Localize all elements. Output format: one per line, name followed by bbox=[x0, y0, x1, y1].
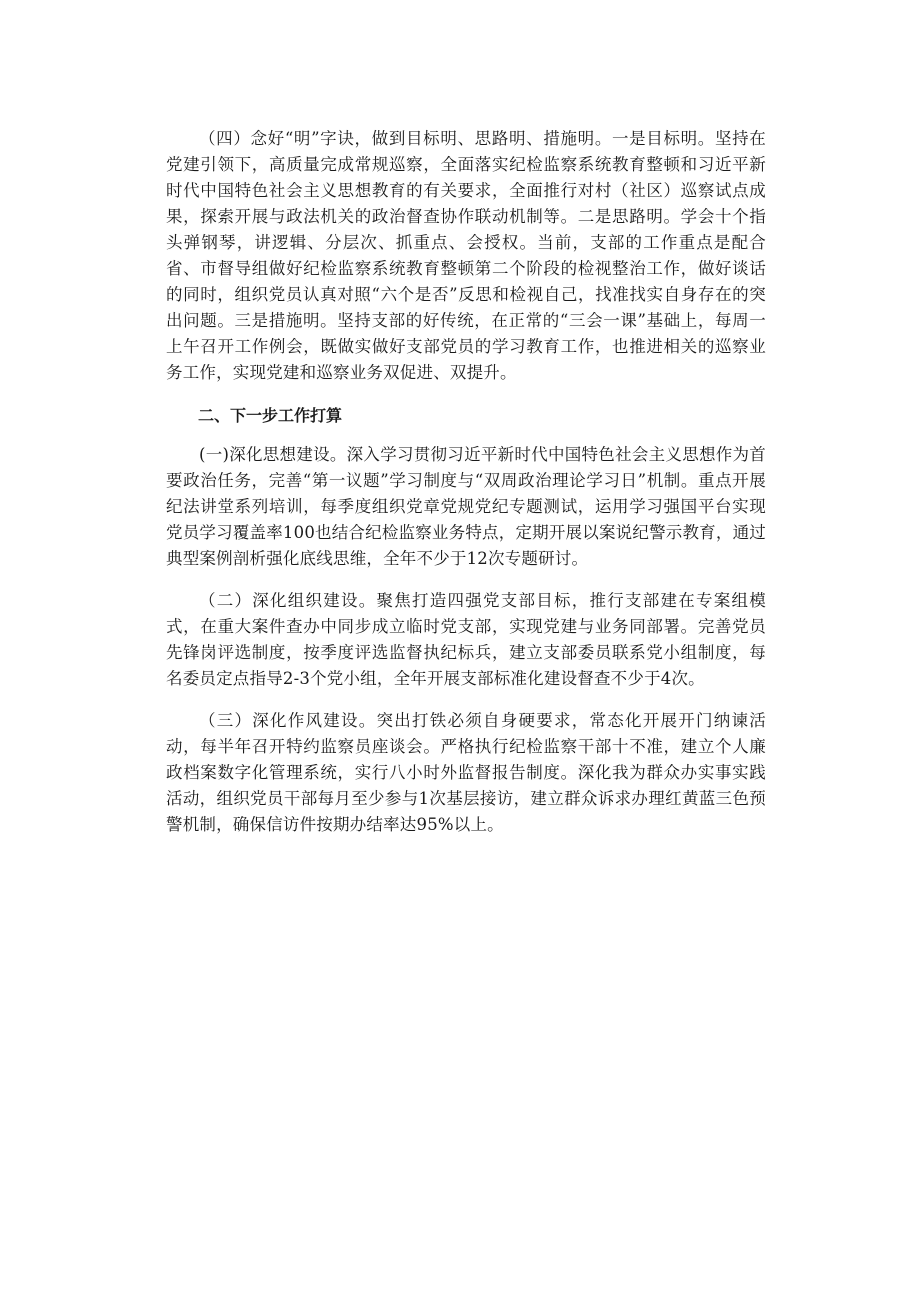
section-heading-next-steps: 二、下一步工作打算 bbox=[198, 406, 343, 425]
paragraph-ideological-building: (一)深化思想建设。深入学习贯彻习近平新时代中国特色社会主义思想作为首要政治任务，完善“第一议题”学习制度与“双周政治理论学习日”机制。重点开展纪法讲堂系列培训，每季度组织党章党规党纪专题测试，运用学习强国平台实现党员学习覆盖率100也结合纪检监察业务特点，定期开展以案说纪警示教育，通过典型案例剖析强化底线思维，全年不少于12次专题研讨。 bbox=[166, 445, 766, 568]
paragraph-organizational-building: （二）深化组织建设。聚焦打造四强党支部目标，推行支部建在专案组模式，在重大案件查办中同步成立临时党支部，实现党建与业务同部署。完善党员先锋岗评选制度，按季度评选监督执纪标兵，建立支部委员联系党小组制度，每名委员定点指导2-3个党小组，全年开展支部标准化建设督查不少于4次。 bbox=[166, 591, 766, 688]
paragraph-work-style-building: （三）深化作风建设。突出打铁必须自身硬要求，常态化开展开门纳谏活动，每半年召开特约监察员座谈会。严格执行纪检监察干部十不准，建立个人廉政档案数字化管理系统，实行八小时外监督报告制度。深化我为群众办实事实践活动，组织党员干部每月至少参与1次基层接访，建立群众诉求办理红黄蓝三色预警机制，确保信访件按期办结率达95%以上。 bbox=[166, 711, 766, 834]
document-page bbox=[166, 126, 766, 838]
paragraph-section-four-ming: （四）念好“明”字诀，做到目标明、思路明、措施明。一是目标明。坚持在党建引领下，高质量完成常规巡察，全面落实纪检监察系统教育整顿和习近平新时代中国特色社会主义思想教育的有关要求，全面推行对村（社区）巡察试点成果，探索开展与政法机关的政治督查协作联动机制等。二是思路明。学会十个指头弹钢琴，讲逻辑、分层次、抓重点、会授权。当前，支部的工作重点是配合省、市督导组做好纪检监察系统教育整顿第二个阶段的检视整治工作，做好谈话的同时，组织党员认真对照“六个是否”反思和检视自己，找准找实自身存在的突出问题。三是措施明。坚持支部的好传统，在正常的“三会一课”基础上，每周一上午召开工作例会，既做实做好支部党员的学习教育工作，也推进相关的巡察业务工作，实现党建和巡察业务双促进、双提升。 bbox=[166, 129, 766, 382]
